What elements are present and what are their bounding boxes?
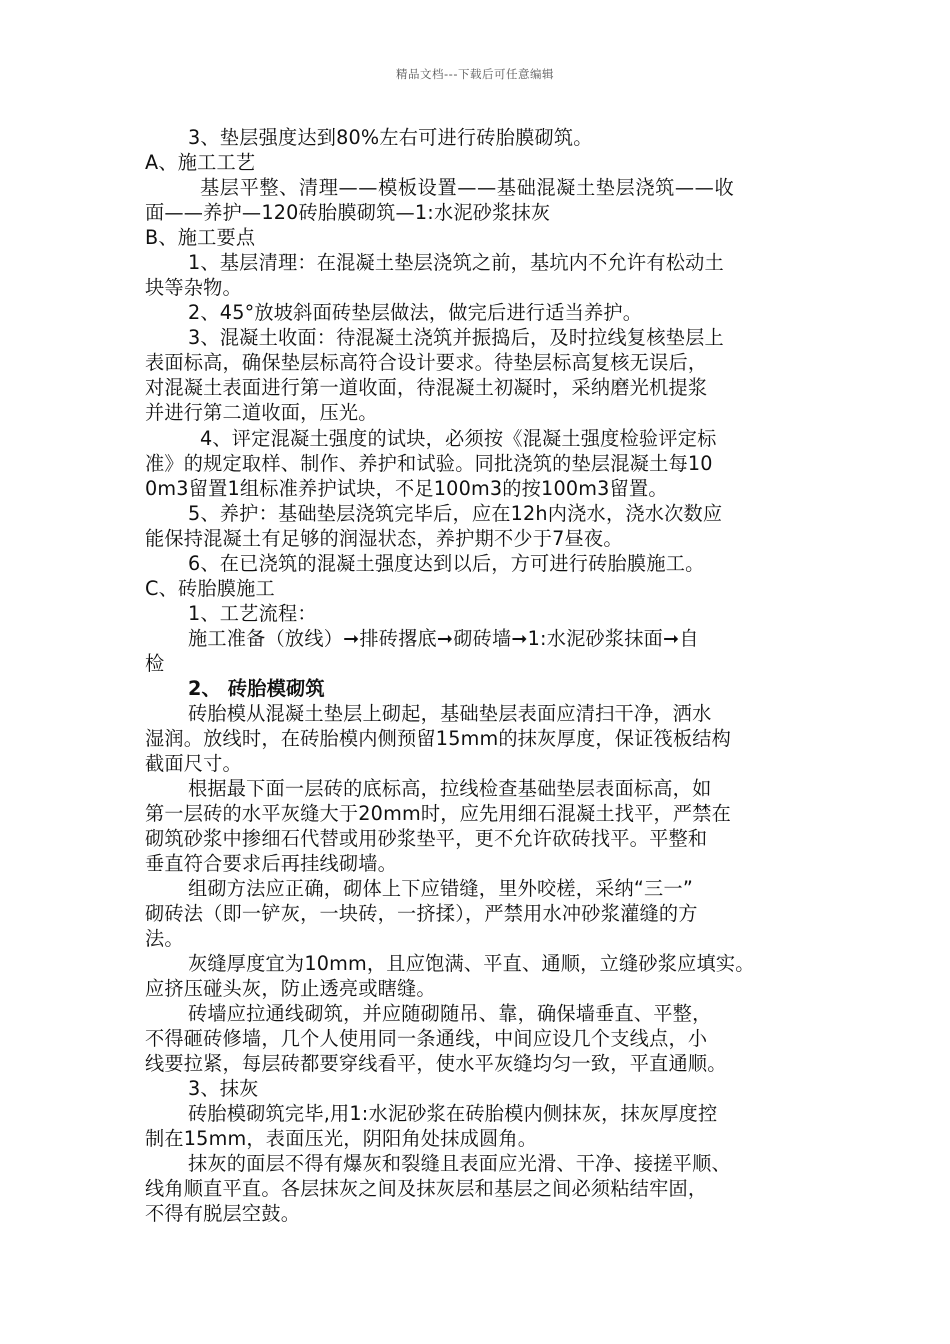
text-line: 抹灰的面层不得有爆灰和裂缝且表面应光滑、干净、接搓平顺、 [188,1152,731,1175]
text-line: 基层平整、清理——模板设置——基础混凝土垫层浇筑——收 [200,176,735,199]
text-line: 应挤压碰头灰，防止透亮或瞎缝。 [145,977,436,1000]
text-line: 3、混凝土收面：待混凝土浇筑并振捣后，及时拉线复核垫层上 [188,326,724,349]
text-line: 砖墙应拉通线砌筑，并应随砌随吊、靠，确保墙垂直、平整， [188,1002,712,1025]
text-line: 4、评定混凝土强度的试块，必须按《混凝土强度检验评定标 [200,427,717,450]
text-line: 检 [145,652,165,675]
text-line: 根据最下面一层砖的底标高，拉线检查基础垫层表面标高，如 [188,777,712,800]
text-line: 2、45°放坡斜面砖垫层做法，做完后进行适当养护。 [188,301,643,324]
text-line: 线角顺直平直。各层抹灰之间及抹灰层和基层之间必须粘结牢固， [145,1177,708,1200]
text-line: 并进行第二道收面，压光。 [145,401,378,424]
text-line: 砖胎模从混凝土垫层上砌起，基础垫层表面应清扫干净，洒水 [188,702,712,725]
text-line: 法。 [145,927,184,950]
subheading-text: 2、 砖胎模砌筑 [188,677,325,700]
text-line: 准》的规定取样、制作、养护和试验。同批浇筑的垫层混凝土每10 [145,452,713,475]
text-line: 砖胎模砌筑完毕,用1:水泥砂浆在砖胎模内侧抹灰，抹灰厚度控 [188,1102,718,1125]
text-line: 垂直符合要求后再挂线砌墙。 [145,852,398,875]
text-line: 第一层砖的水平灰缝大于20mm时，应先用细石混凝土找平，严禁在 [145,802,732,825]
section-heading-a: A、施工工艺 [145,151,256,174]
text-line: 表面标高，确保垫层标高符合设计要求。待垫层标高复核无误后， [145,351,708,374]
process-flow-line: 施工准备（放线）➞排砖撂底➞砌砖墙➞1:水泥砂浆抹面➞自 [188,627,699,650]
text-line: 不得砸砖修墙，几个人使用同一条通线，中间应设几个支线点，小 [145,1027,708,1050]
text-line: 不得有脱层空鼓。 [145,1202,301,1225]
text-line: 砌砖法（即一铲灰，一块砖，一挤揉），严禁用水冲砂浆灌缝的方 [145,902,698,925]
text-line: 0m3留置1组标准养护试块，不足100m3的按100m3留置。 [145,477,668,500]
text-line: 3、垫层强度达到80%左右可进行砖胎膜砌筑。 [188,126,593,149]
page-header: 精品文档---下载后可任意编辑 [396,67,554,81]
text-line: 面——养护—120砖胎膜砌筑—1:水泥砂浆抹灰 [145,201,551,224]
text-line: 1、基层清理：在混凝土垫层浇筑之前，基坑内不允许有松动土 [188,251,724,274]
text-line: 6、在已浇筑的混凝土强度达到以后，方可进行砖胎膜施工。 [188,552,705,575]
text-line: 制在15mm，表面压光，阴阳角处抹成圆角。 [145,1127,538,1150]
text-line: 组砌方法应正确，砌体上下应错缝，里外咬槎，采纳“三一” [188,877,693,900]
text-line: 砌筑砂浆中掺细石代替或用砂浆垫平，更不允许砍砖找平。平整和 [145,827,708,850]
text-line: 块等杂物。 [145,276,242,299]
text-line: 灰缝厚度宜为10mm，且应饱满、平直、通顺，立缝砂浆应填实。 [188,952,755,975]
subheading [188,677,325,701]
subheading: 3、抹灰 [188,1077,259,1100]
text-line: 对混凝土表面进行第一道收面，待混凝土初凝时，采纳磨光机提浆 [145,376,708,399]
section-heading-b: B、施工要点 [145,226,256,249]
text-line: 1、工艺流程： [188,602,317,625]
text-line: 能保持混凝土有足够的润湿状态，养护期不少于7昼夜。 [145,527,623,550]
text-line: 截面尺寸。 [145,752,242,775]
text-line: 5、养护：基础垫层浇筑完毕后，应在12h内浇水，浇水次数应 [188,502,723,525]
text-line: 线要拉紧，每层砖都要穿线看平，使水平灰缝均匀一致，平直通顺。 [145,1052,727,1075]
section-heading-c: C、砖胎膜施工 [145,577,275,600]
text-line: 湿润。放线时，在砖胎模内侧预留15mm的抹灰厚度，保证筏板结构 [145,727,732,750]
